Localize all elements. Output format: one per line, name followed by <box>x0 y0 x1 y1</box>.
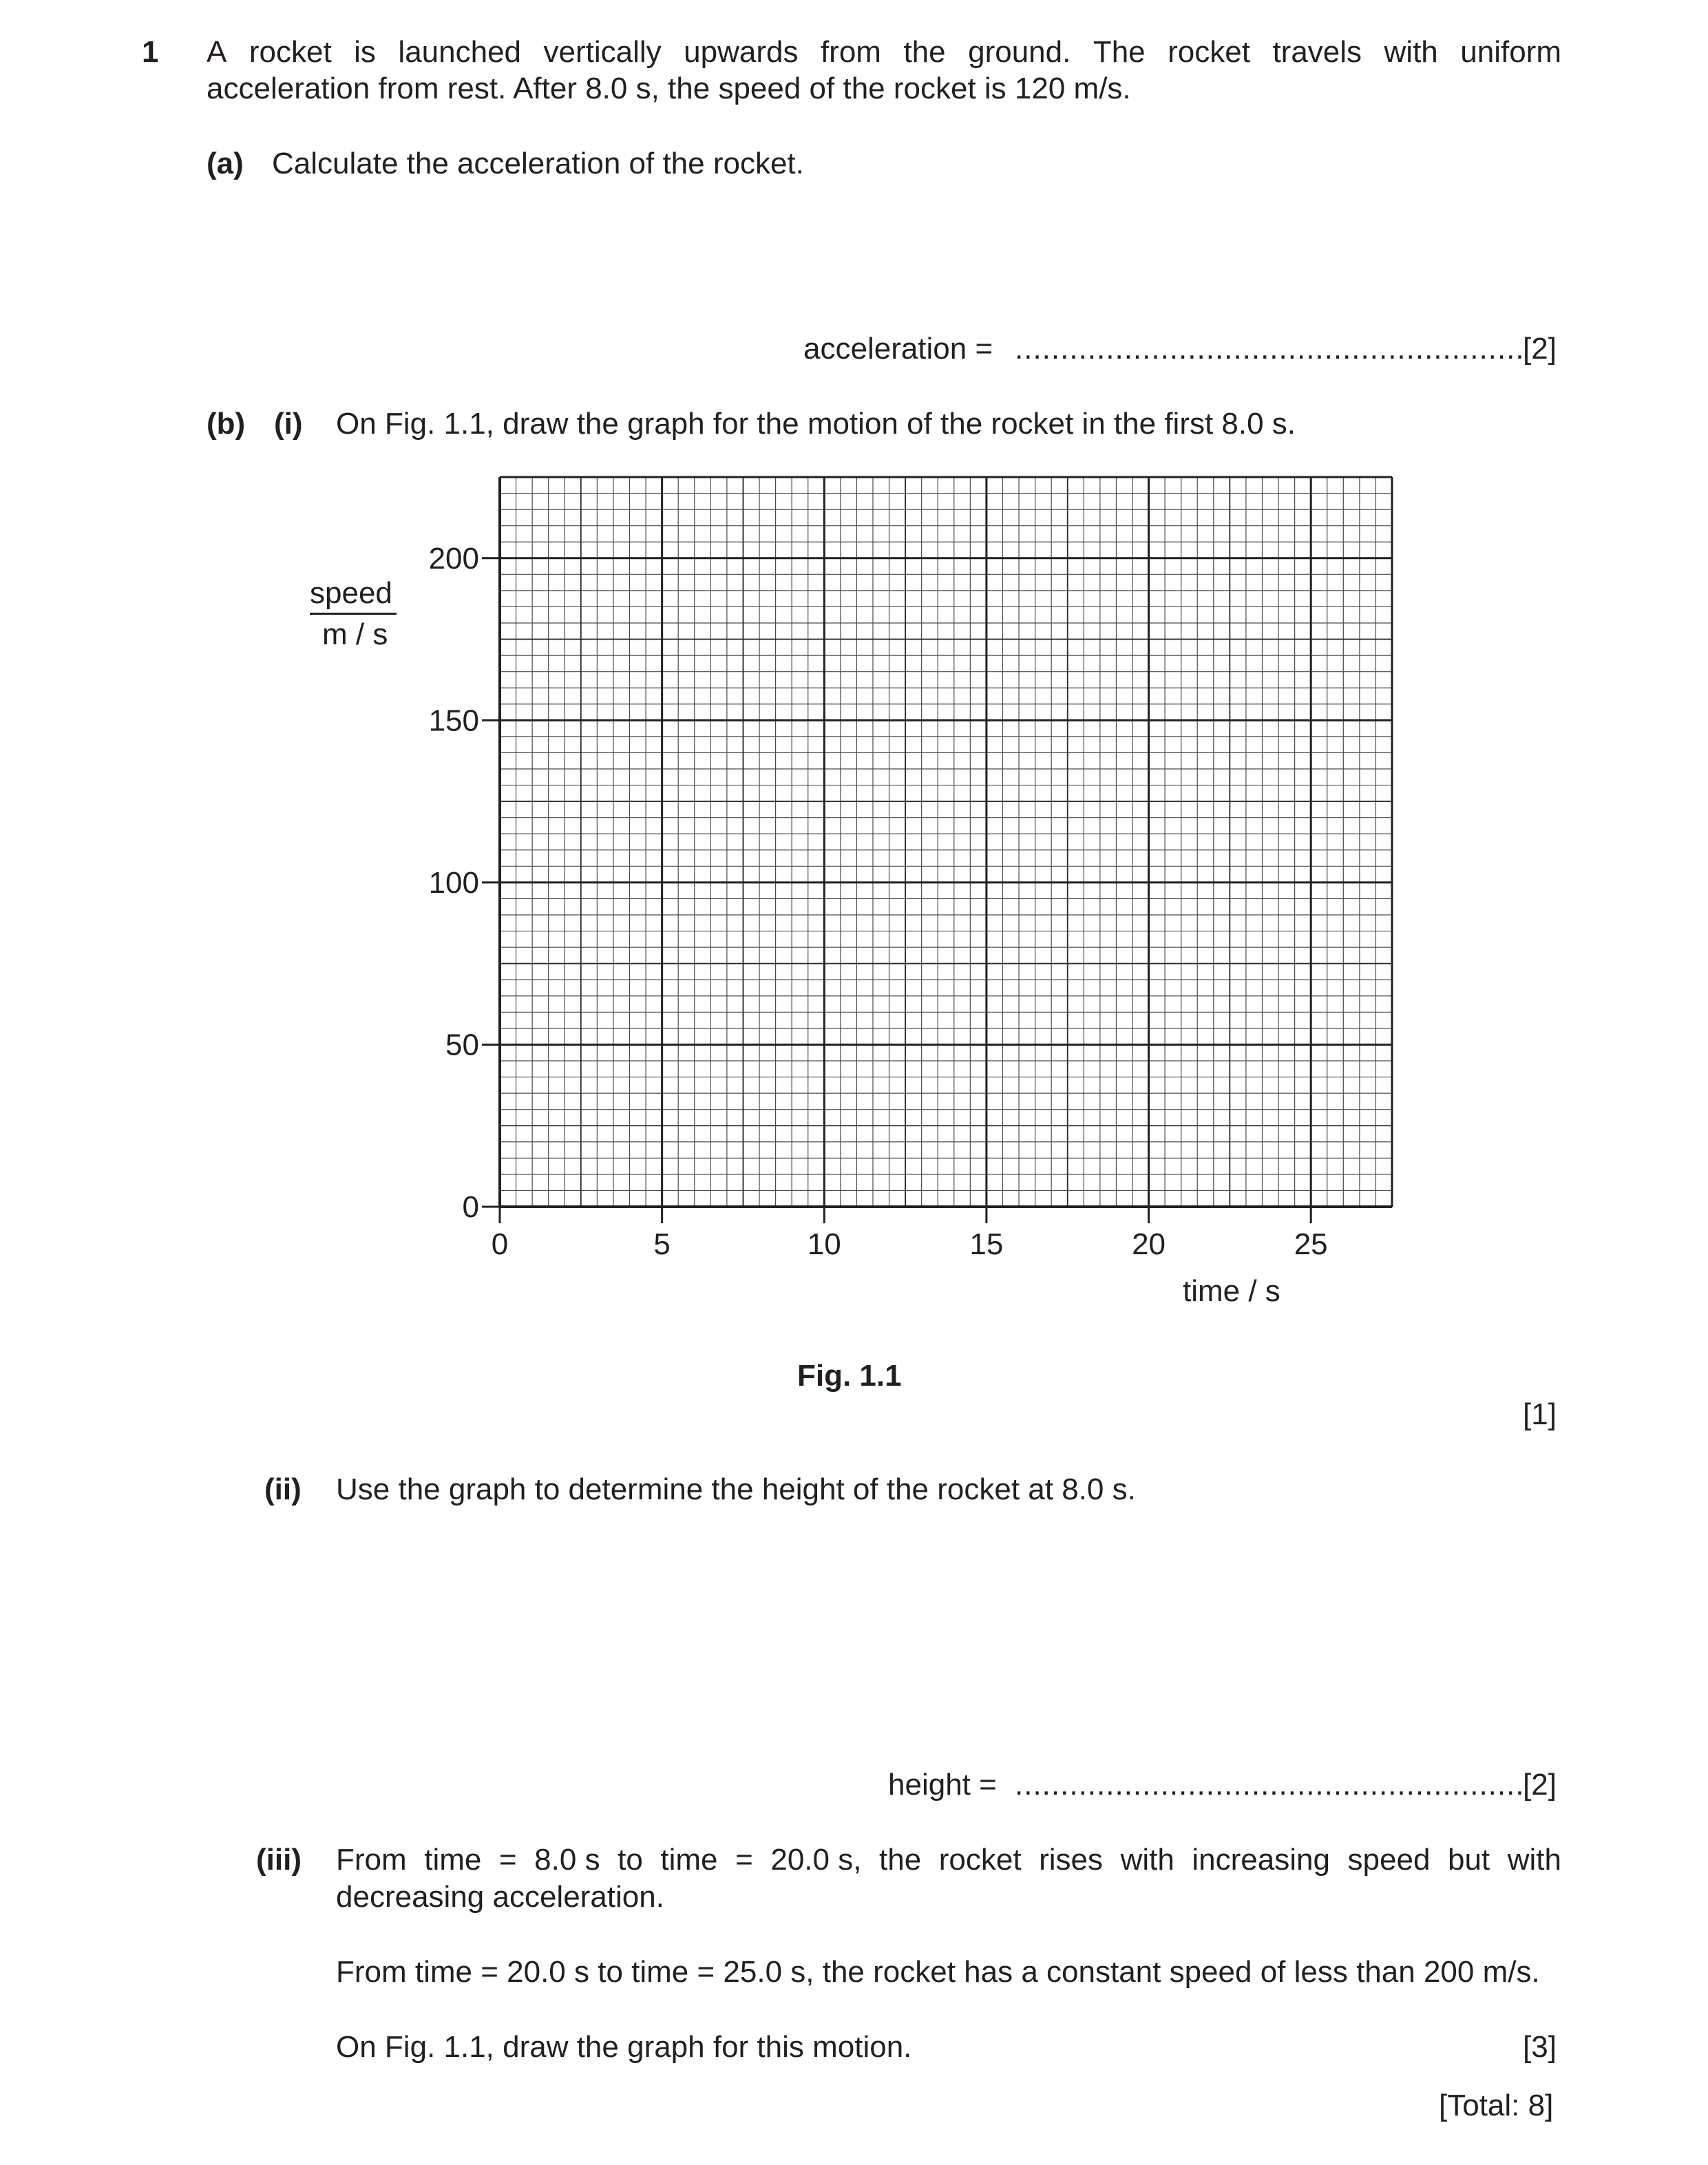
x-tick-label: 5 <box>653 1227 671 1261</box>
x-tick-label: 20 <box>1132 1227 1166 1261</box>
y-tick-label: 150 <box>428 704 479 738</box>
part-b-iii-word: increasing <box>1192 1843 1330 1877</box>
part-b-iii-word: 20.0 s, <box>770 1843 862 1877</box>
question-number: 1 <box>142 35 159 69</box>
stem-word: with <box>1384 35 1438 69</box>
stem-word: launched <box>398 35 522 69</box>
part-b-iii-line1 <box>336 1845 1561 1875</box>
height-answer-line[interactable]: ........................................................ <box>1015 1768 1525 1802</box>
part-b-iii-word: with <box>1120 1843 1174 1877</box>
x-axis-label: time / s <box>1183 1274 1280 1308</box>
part-a-text: Calculate the acceleration of the rocket. <box>272 147 804 180</box>
height-answer-label: height = <box>888 1768 997 1802</box>
part-b-ii-text: Use the graph to determine the height of the rocket at 8.0 s. <box>336 1472 1136 1506</box>
stem-word: upwards <box>684 35 799 69</box>
part-a-label: (a) <box>207 147 244 180</box>
part-b-iii-line2: decreasing acceleration. <box>336 1880 664 1914</box>
y-tick-label: 100 <box>428 865 479 900</box>
acceleration-answer-label: acceleration = <box>803 332 993 366</box>
x-tick-label: 0 <box>491 1227 509 1261</box>
stem-word: the <box>903 35 946 69</box>
part-b-iii-word: = <box>735 1843 753 1877</box>
part-a-marks: [2] <box>1523 332 1557 366</box>
part-b-iii-word: time <box>424 1843 482 1877</box>
part-b-iii-word: time <box>660 1843 718 1877</box>
x-tick-label: 10 <box>807 1227 841 1261</box>
acceleration-answer-line[interactable]: ........................................................ <box>1015 332 1525 366</box>
x-tick-label: 15 <box>969 1227 1004 1261</box>
part-b-iii-word: with <box>1507 1843 1561 1877</box>
stem-word: from <box>820 35 881 69</box>
stem-word: A <box>207 35 227 69</box>
stem-word: vertically <box>543 35 662 69</box>
y-axis-label-bottom: m / s <box>322 617 388 651</box>
total-marks: [Total: 8] <box>1439 2089 1554 2122</box>
stem-word: is <box>354 35 376 69</box>
part-b-label: (b) <box>207 407 246 441</box>
part-b-iii-word: rocket <box>938 1843 1022 1877</box>
part-b-ii-marks: [2] <box>1523 1768 1557 1802</box>
part-b-i-marks: [1] <box>1523 1397 1557 1431</box>
part-b-i-text: On Fig. 1.1, draw the graph for the motion of the rocket in the first 8.0 s. <box>336 407 1296 441</box>
stem-word: uniform <box>1460 35 1561 69</box>
part-b-i-label: (i) <box>274 407 303 441</box>
part-b-iii-word: rises <box>1039 1843 1104 1877</box>
figure-caption: Fig. 1.1 <box>797 1359 902 1393</box>
part-b-iii-word: speed <box>1347 1843 1431 1877</box>
y-tick-label: 200 <box>428 541 479 575</box>
y-axis-label-top: speed <box>310 576 392 610</box>
stem-word: rocket <box>249 35 332 69</box>
part-b-iii-label: (iii) <box>256 1843 302 1877</box>
stem-word: rocket <box>1168 35 1250 69</box>
part-b-ii-label: (ii) <box>264 1472 302 1506</box>
part-b-iii-para3: On Fig. 1.1, draw the graph for this motion. <box>336 2030 912 2064</box>
stem-word: ground. <box>968 35 1071 69</box>
part-b-iii-word: 8.0 s <box>534 1843 600 1877</box>
stem-word: travels <box>1272 35 1362 69</box>
part-b-iii-word: = <box>498 1843 517 1877</box>
part-b-iii-word: to <box>618 1843 643 1877</box>
x-tick-label: 25 <box>1294 1227 1328 1261</box>
stem-word: The <box>1093 35 1146 69</box>
part-b-iii-word: the <box>879 1843 922 1877</box>
part-b-iii-word: From <box>336 1843 407 1877</box>
y-tick-label: 0 <box>462 1190 479 1224</box>
part-b-iii-word: but <box>1447 1843 1490 1877</box>
part-b-iii-marks: [3] <box>1523 2030 1557 2064</box>
part-b-iii-para2: From time = 20.0 s to time = 25.0 s, the rocket has a constant speed of less than 200 m/s. <box>336 1955 1540 1989</box>
y-tick-label: 50 <box>445 1028 479 1062</box>
question-stem-line2: acceleration from rest. After 8.0 s, the speed of the rocket is 120 m/s. <box>207 72 1131 105</box>
